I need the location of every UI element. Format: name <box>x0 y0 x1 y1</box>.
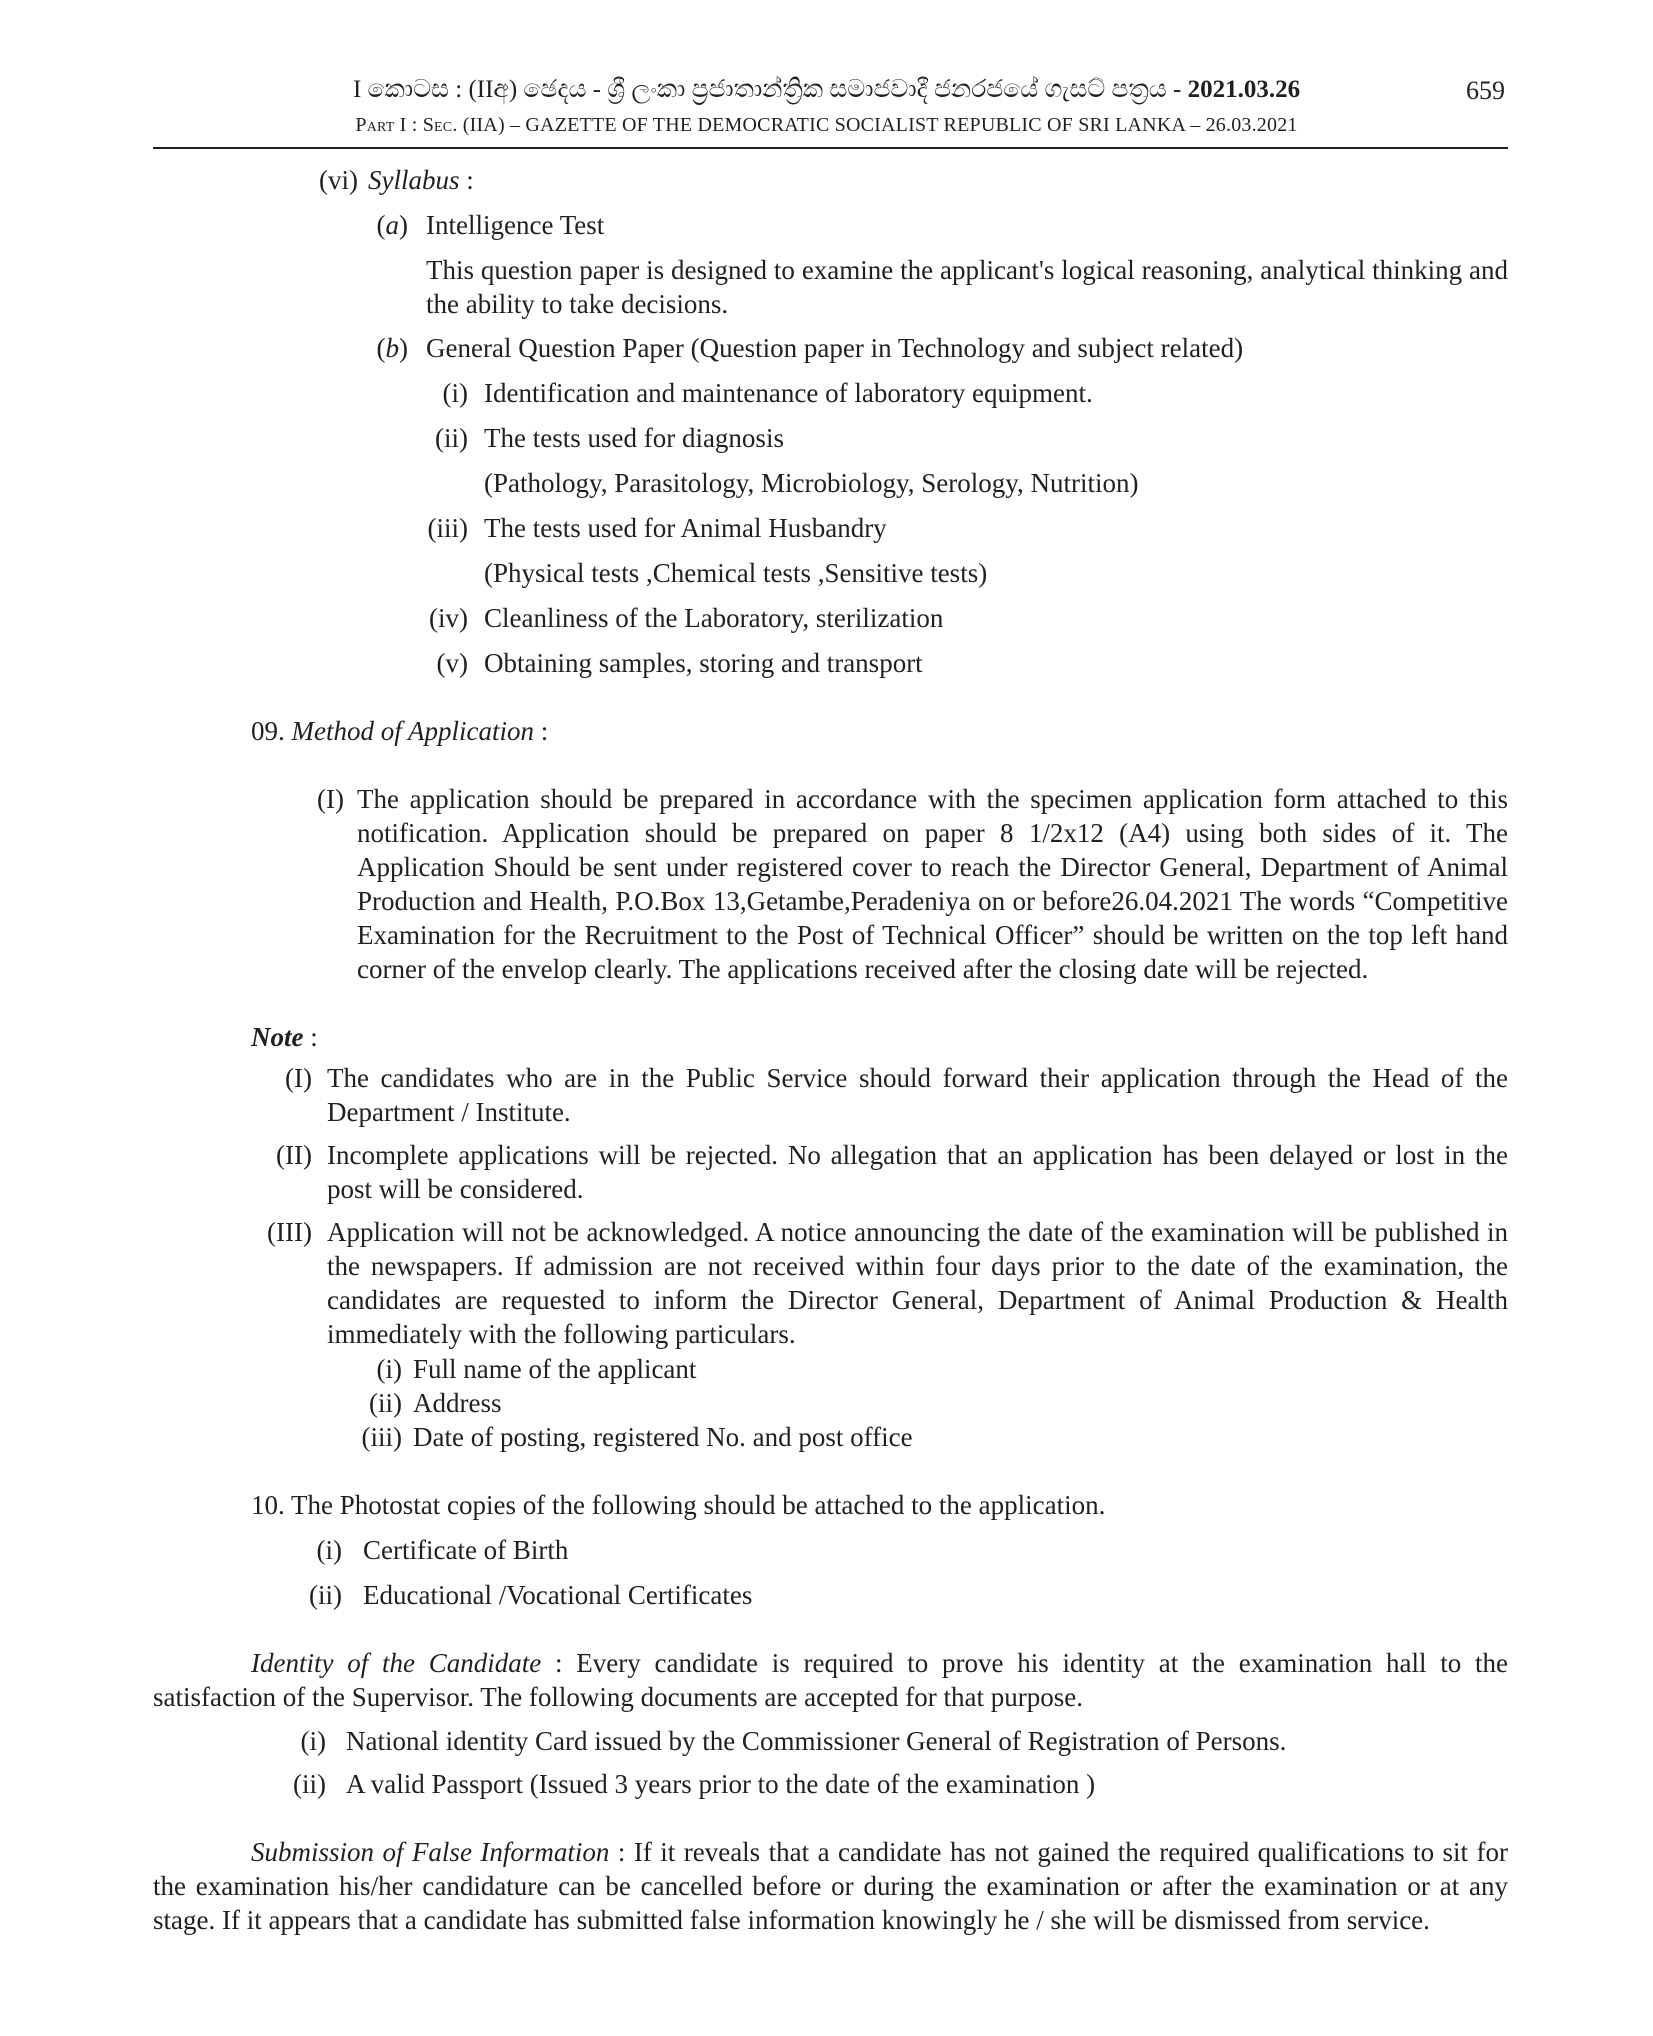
list-item-num: (v) <box>436 648 468 678</box>
note-colon: : <box>303 1022 318 1052</box>
list-item-text: Cleanliness of the Laboratory, sterilization <box>484 603 944 633</box>
note-subitem-num: (ii) <box>369 1388 402 1418</box>
note-item-num: (II) <box>276 1140 312 1170</box>
photostat-num: 10. <box>251 1490 285 1520</box>
note-subitem-num: (i) <box>376 1354 402 1384</box>
note-item-text: Incomplete applications will be rejected. No allegation that an application has been delayed or lost in the post will be considered. <box>327 1140 1508 1204</box>
note-heading <box>251 1020 318 1054</box>
header-part: Part I <box>355 114 407 136</box>
false-info-paragraph <box>153 1835 1508 1937</box>
photostat-item-num: (ii) <box>309 1580 342 1610</box>
identity-paragraph <box>153 1646 1508 1714</box>
note-item-text: The candidates who are in the Public Service should forward their application through the Head of the Department / Institute. <box>327 1063 1508 1127</box>
method-title: Method of Application <box>291 716 534 746</box>
page-number: 659 <box>1466 76 1505 105</box>
syllabus-a-description: This question paper is designed to examine the applicant's logical reasoning, analytical thinking and the ability to take decisions. <box>426 255 1508 319</box>
header-rest: (IIA) – GAZETTE OF THE DEMOCRATIC SOCIALIST REPUBLIC OF SRI LANKA – 26.03.2021 <box>457 114 1298 136</box>
syllabus-a-num: (a) <box>376 210 408 240</box>
identity-item-text: A valid Passport (Issued 3 years prior to the date of the examination ) <box>346 1769 1096 1799</box>
syllabus-colon: : <box>459 165 474 195</box>
note-subitem-text: Address <box>413 1388 502 1418</box>
photostat-text: The Photostat copies of the following should be attached to the application. <box>291 1490 1106 1520</box>
method-num: 09. <box>251 716 285 746</box>
list-item-num: (iv) <box>429 603 468 633</box>
syllabus-b-title: General Question Paper (Question paper in Technology and subject related) <box>426 333 1244 363</box>
photostat-item-num: (i) <box>316 1535 342 1565</box>
list-item-text: The tests used for Animal Husbandry <box>484 513 887 543</box>
list-item-text: Obtaining samples, storing and transport <box>484 648 923 678</box>
note-title: Note <box>251 1022 304 1052</box>
list-item-text: The tests used for diagnosis <box>484 423 784 453</box>
false-info-label: Submission of False Information <box>251 1837 610 1867</box>
header-sinhala-text: I කොටස : (IIඅ) ඡෙදය - ශ්‍රී ලංකා ප්‍රජාතාන්ත්‍රික සමාජවාදී ජනරජයේ ගැසට් පත්‍රය - <box>352 76 1188 103</box>
syllabus-heading <box>368 163 474 197</box>
syllabus-b-num: (b) <box>376 333 408 363</box>
gazette-header-sinhala <box>0 76 1653 104</box>
note-subitem-num: (iii) <box>361 1422 402 1452</box>
note-subitem-text: Full name of the applicant <box>413 1354 697 1384</box>
method-item-num: (I) <box>317 784 344 814</box>
list-item-text: (Physical tests ,Chemical tests ,Sensitive tests) <box>484 558 988 588</box>
gazette-header-english <box>0 114 1653 137</box>
note-item-text: Application will not be acknowledged. A notice announcing the date of the examination will be published in the newspapers. If admission are not received within four days prior to the date of the examination, the candidates are requested to inform the Director General, Department of Animal Production & Health immediately with the following particulars. <box>327 1217 1508 1349</box>
photostat-heading <box>251 1488 1105 1522</box>
method-item-text: The application should be prepared in accordance with the specimen application form attached to this notification. Application should be prepared on paper 8 1/2x12 (A4) using both sides of it. The Application Should be sent under registered cover to reach the Director General, Department of Animal Production and Health, P.O.Box 13,Getambe,Peradeniya on or before26.04.2021 The words “Competitive Examination for the Recruitment to the Post of Technical Officer” should be written on the top left hand corner of the envelop clearly. The applications received after the closing date will be rejected. <box>357 784 1508 984</box>
syllabus-label: Syllabus <box>368 165 460 195</box>
identity-text: : Every candidate is required to prove his identity at the examination hall to the satisfaction of the Supervisor. The following documents are accepted for that purpose. <box>153 1648 1508 1712</box>
identity-item-num: (i) <box>300 1726 326 1756</box>
list-item-num: (iii) <box>427 513 468 543</box>
method-colon: : <box>533 716 549 746</box>
header-sinhala-date: 2021.03.26 <box>1187 76 1301 103</box>
photostat-item-text: Certificate of Birth <box>363 1535 569 1565</box>
identity-item-num: (ii) <box>293 1769 326 1799</box>
list-item-text: (Pathology, Parasitology, Microbiology, Serology, Nutrition) <box>484 468 1139 498</box>
note-subitem-text: Date of posting, registered No. and post office <box>413 1422 913 1452</box>
note-item-num: (III) <box>267 1217 312 1247</box>
note-item-num: (I) <box>285 1063 312 1093</box>
syllabus-a-title: Intelligence Test <box>426 210 605 240</box>
identity-label: Identity of the Candidate <box>251 1648 542 1678</box>
header-divider <box>153 147 1508 149</box>
method-heading <box>251 714 548 748</box>
header-sec: Sec. <box>422 114 458 136</box>
photostat-item-text: Educational /Vocational Certificates <box>363 1580 753 1610</box>
list-item-num: (i) <box>442 378 468 408</box>
list-item-num: (ii) <box>435 423 468 453</box>
false-info-text: : If it reveals that a candidate has not gained the required qualifications to sit for the examination his/her candidature can be cancelled before or during the examination or after the examination or at any stage. If it appears that a candidate has submitted false information knowingly he / she will be dismissed from service. <box>153 1837 1508 1935</box>
identity-item-text: National identity Card issued by the Commissioner General of Registration of Persons. <box>346 1726 1287 1756</box>
syllabus-num: (vi) <box>319 165 358 195</box>
list-item-text: Identification and maintenance of laboratory equipment. <box>484 378 1093 408</box>
header-sep: : <box>406 114 423 136</box>
